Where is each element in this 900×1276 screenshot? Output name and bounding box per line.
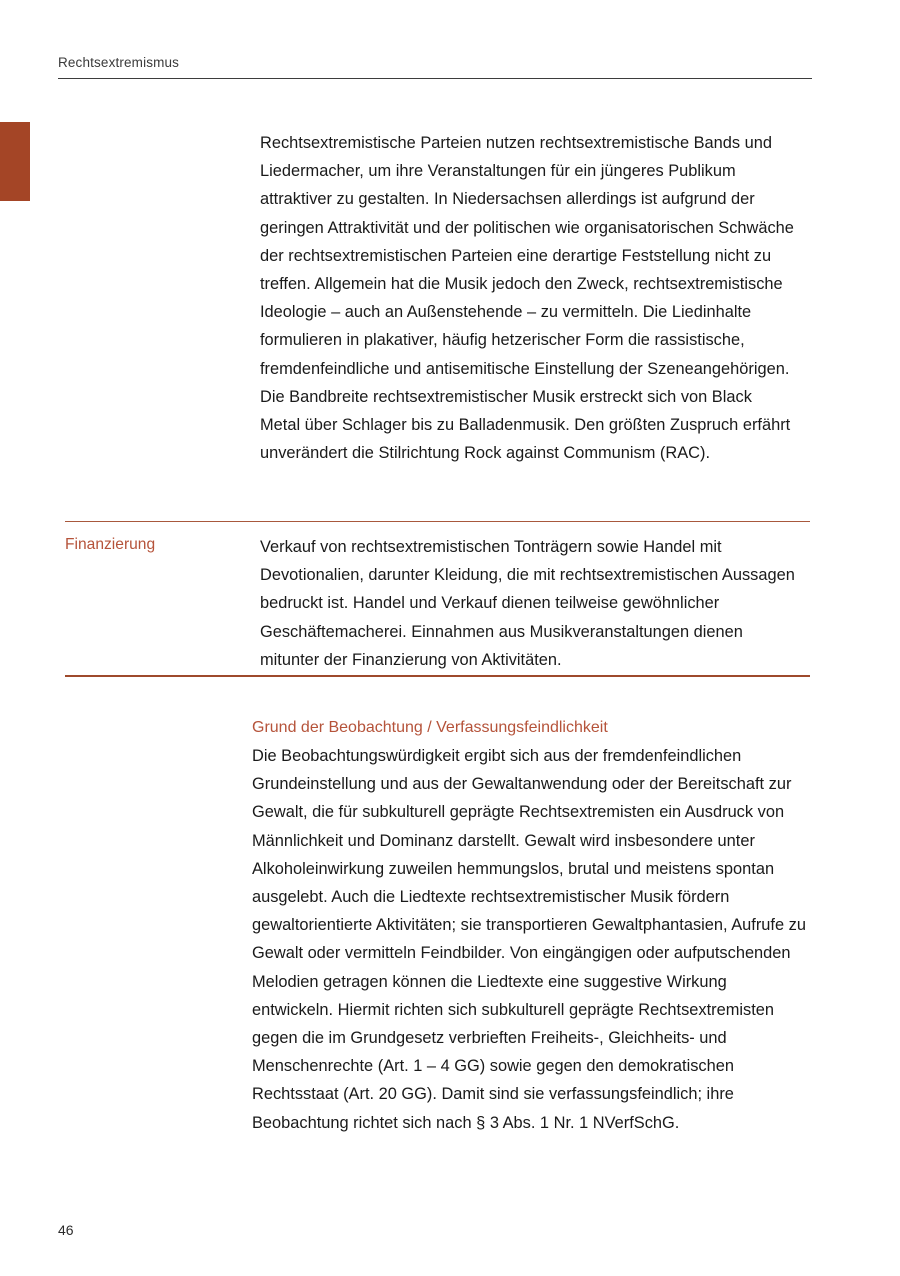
header-divider: [58, 78, 812, 79]
finanzierung-label: Finanzierung: [65, 536, 156, 553]
intro-paragraph: Rechtsextremistische Parteien nutzen rechtsextremistische Bands und Liedermacher, um ihre Veranstaltungen für ein jüngeres Publikum attraktiver zu gestalten. In Niedersachsen allerdings ist aufgrund der geringen Attraktivität und der politischen wie organisatorischen Schwäche der rechtsextremistischen Parteien eine derartige Feststellung nicht zu treffen. Allgemein hat die Musik jedoch den Zweck, rechtsextremistische Ideologie – auch an Außenstehende – zu vermitteln. Die Liedinhalte formulieren in plakativer, häufig hetzerischer Form die rassistische, fremdenfeindliche und antisemitische Einstellung der Szeneangehörigen. Die Bandbreite rechtsextremistischer Musik erstreckt sich von Black Metal über Schlager bis zu Balladenmusik. Den größten Zuspruch erfährt unverändert die Stilrichtung Rock against Communism (RAC).: [260, 134, 794, 463]
finanzierung-paragraph: Verkauf von rechtsextremistischen Tonträgern sowie Handel mit Devotionalien, darunter Kleidung, die mit rechtsextremistischen Aussagen bedruckt ist. Handel und Verkauf dienen teilweise gewöhnlicher Geschäftemacherei. Einnahmen aus Musikveranstaltungen dienen mitunter der Finanzierung von Aktivitäten.: [260, 538, 795, 669]
observation-body: [252, 742, 812, 1137]
chapter-thumb-tab: [0, 122, 30, 201]
running-head: Rechtsextremismus: [58, 55, 180, 70]
finanzierung-bottom-rule: [65, 675, 810, 677]
page-number: 46: [58, 1222, 74, 1238]
observation-section-heading: Grund der Beobachtung / Verfassungsfeindlichkeit: [252, 719, 608, 736]
observation-paragraph: Die Beobachtungswürdigkeit ergibt sich aus der fremdenfeindlichen Grundeinstellung und aus der Gewaltanwendung oder der Bereitschaft zur Gewalt, die für subkulturell geprägte Rechtsextremisten ein Ausdruck von Männlichkeit und Dominanz darstellt. Gewalt wird insbesondere unter Alkoholeinwirkung zuweilen hemmungslos, brutal und meistens spontan ausgelebt. Auch die Liedtexte rechtsextremistischer Musik fördern gewaltorientierte Aktivitäten; sie transportieren Gewaltphantasien, Aufrufe zu Gewalt oder vermitteln Feindbilder. Von eingängigen oder aufputschenden Melodien getragen können die Liedtexte eine suggestive Wirkung entwickeln. Hiermit richten sich subkulturell geprägte Rechtsextremisten gegen die im Grundgesetz verbrieften Freiheits-, Gleichheits- und Menschenrechte (Art. 1 – 4 GG) sowie gegen den demokratischen Rechtsstaat (Art. 20 GG). Damit sind sie verfassungsfeindlich; ihre Beobachtung richtet sich nach § 3 Abs. 1 Nr. 1 NVerfSchG.: [252, 747, 806, 1132]
finanzierung-top-rule: [65, 521, 810, 522]
